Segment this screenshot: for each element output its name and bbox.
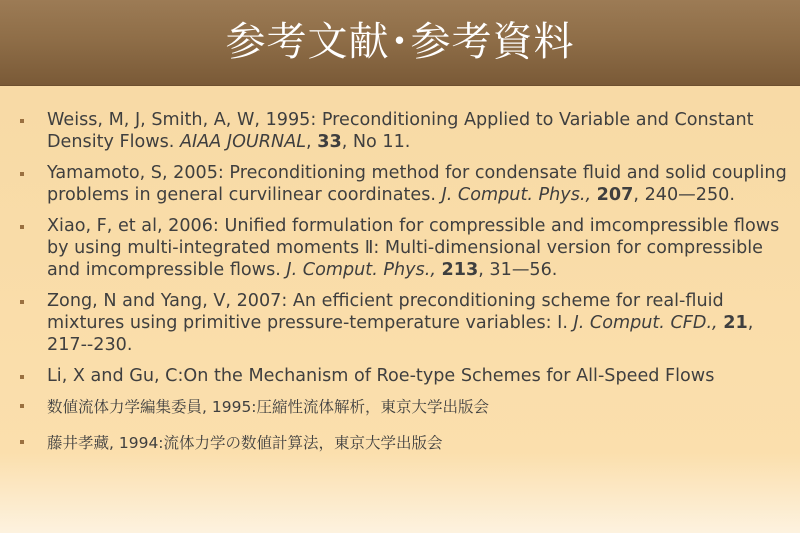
separator: , — [306, 132, 318, 152]
reference-rest: , 31—56. — [478, 260, 558, 280]
reference-item — [18, 396, 788, 418]
reference-journal: AIAA JOURNAL — [180, 132, 307, 152]
bullet-icon — [20, 404, 24, 408]
reference-rest: , 240—250. — [633, 185, 735, 205]
reference-volume: 213 — [441, 260, 479, 280]
reference-item — [18, 432, 788, 454]
reference-list — [18, 109, 788, 468]
bullet-icon — [20, 300, 24, 304]
bullet-icon — [20, 225, 24, 229]
reference-item — [18, 109, 788, 153]
slide-title: 参考文献･参考資料 — [225, 19, 575, 65]
bullet-icon — [20, 375, 24, 379]
bullet-icon — [20, 119, 24, 123]
reference-journal: J. Comput. Phys., — [286, 260, 436, 280]
reference-journal: J. Comput. Phys., — [441, 185, 592, 205]
reference-text: 数値流体力学編集委員, 1995:圧縮性流体解析，東京大学出版会 — [47, 398, 490, 416]
reference-volume: 21 — [723, 313, 748, 333]
reference-item — [18, 365, 788, 387]
reference-text: 藤井孝藏, 1994:流体力学の数値計算法，東京大学出版会 — [47, 434, 443, 452]
reference-rest: , 217--230. — [47, 313, 754, 355]
reference-rest: , No 11. — [341, 132, 411, 152]
bullet-icon — [20, 440, 24, 444]
title-bar — [0, 0, 800, 86]
reference-volume: 207 — [596, 185, 634, 205]
reference-item — [18, 215, 788, 281]
reference-item — [18, 162, 788, 206]
bullet-icon — [20, 172, 24, 176]
reference-item — [18, 290, 788, 356]
reference-volume: 33 — [317, 132, 342, 152]
reference-journal: J. Comput. CFD., — [573, 313, 718, 333]
reference-authors: Weiss, M, J, Smith, A, W, 1995: Preconditioning Applied to Variable and Constant Density Flows. — [47, 110, 754, 152]
reference-authors: Yamamoto, S, 2005: Preconditioning method for condensate fluid and solid coupling problems in general curvilinear coordinates. — [47, 163, 787, 205]
reference-authors: Xiao, F, et al, 2006: Unified formulation for compressible and imcompressible flows by using multi-integrated moments Ⅱ: Multi-dimensional version for compressible and imcompressible flows. — [47, 216, 780, 280]
reference-text: Li, X and Gu, C:On the Mechanism of Roe-type Schemes for All-Speed Flows — [47, 366, 715, 386]
reference-authors: Zong, N and Yang, V, 2007: An efficient preconditioning scheme for real-fluid mixtures using primitive pressure-temperature variables: I. — [47, 291, 724, 333]
